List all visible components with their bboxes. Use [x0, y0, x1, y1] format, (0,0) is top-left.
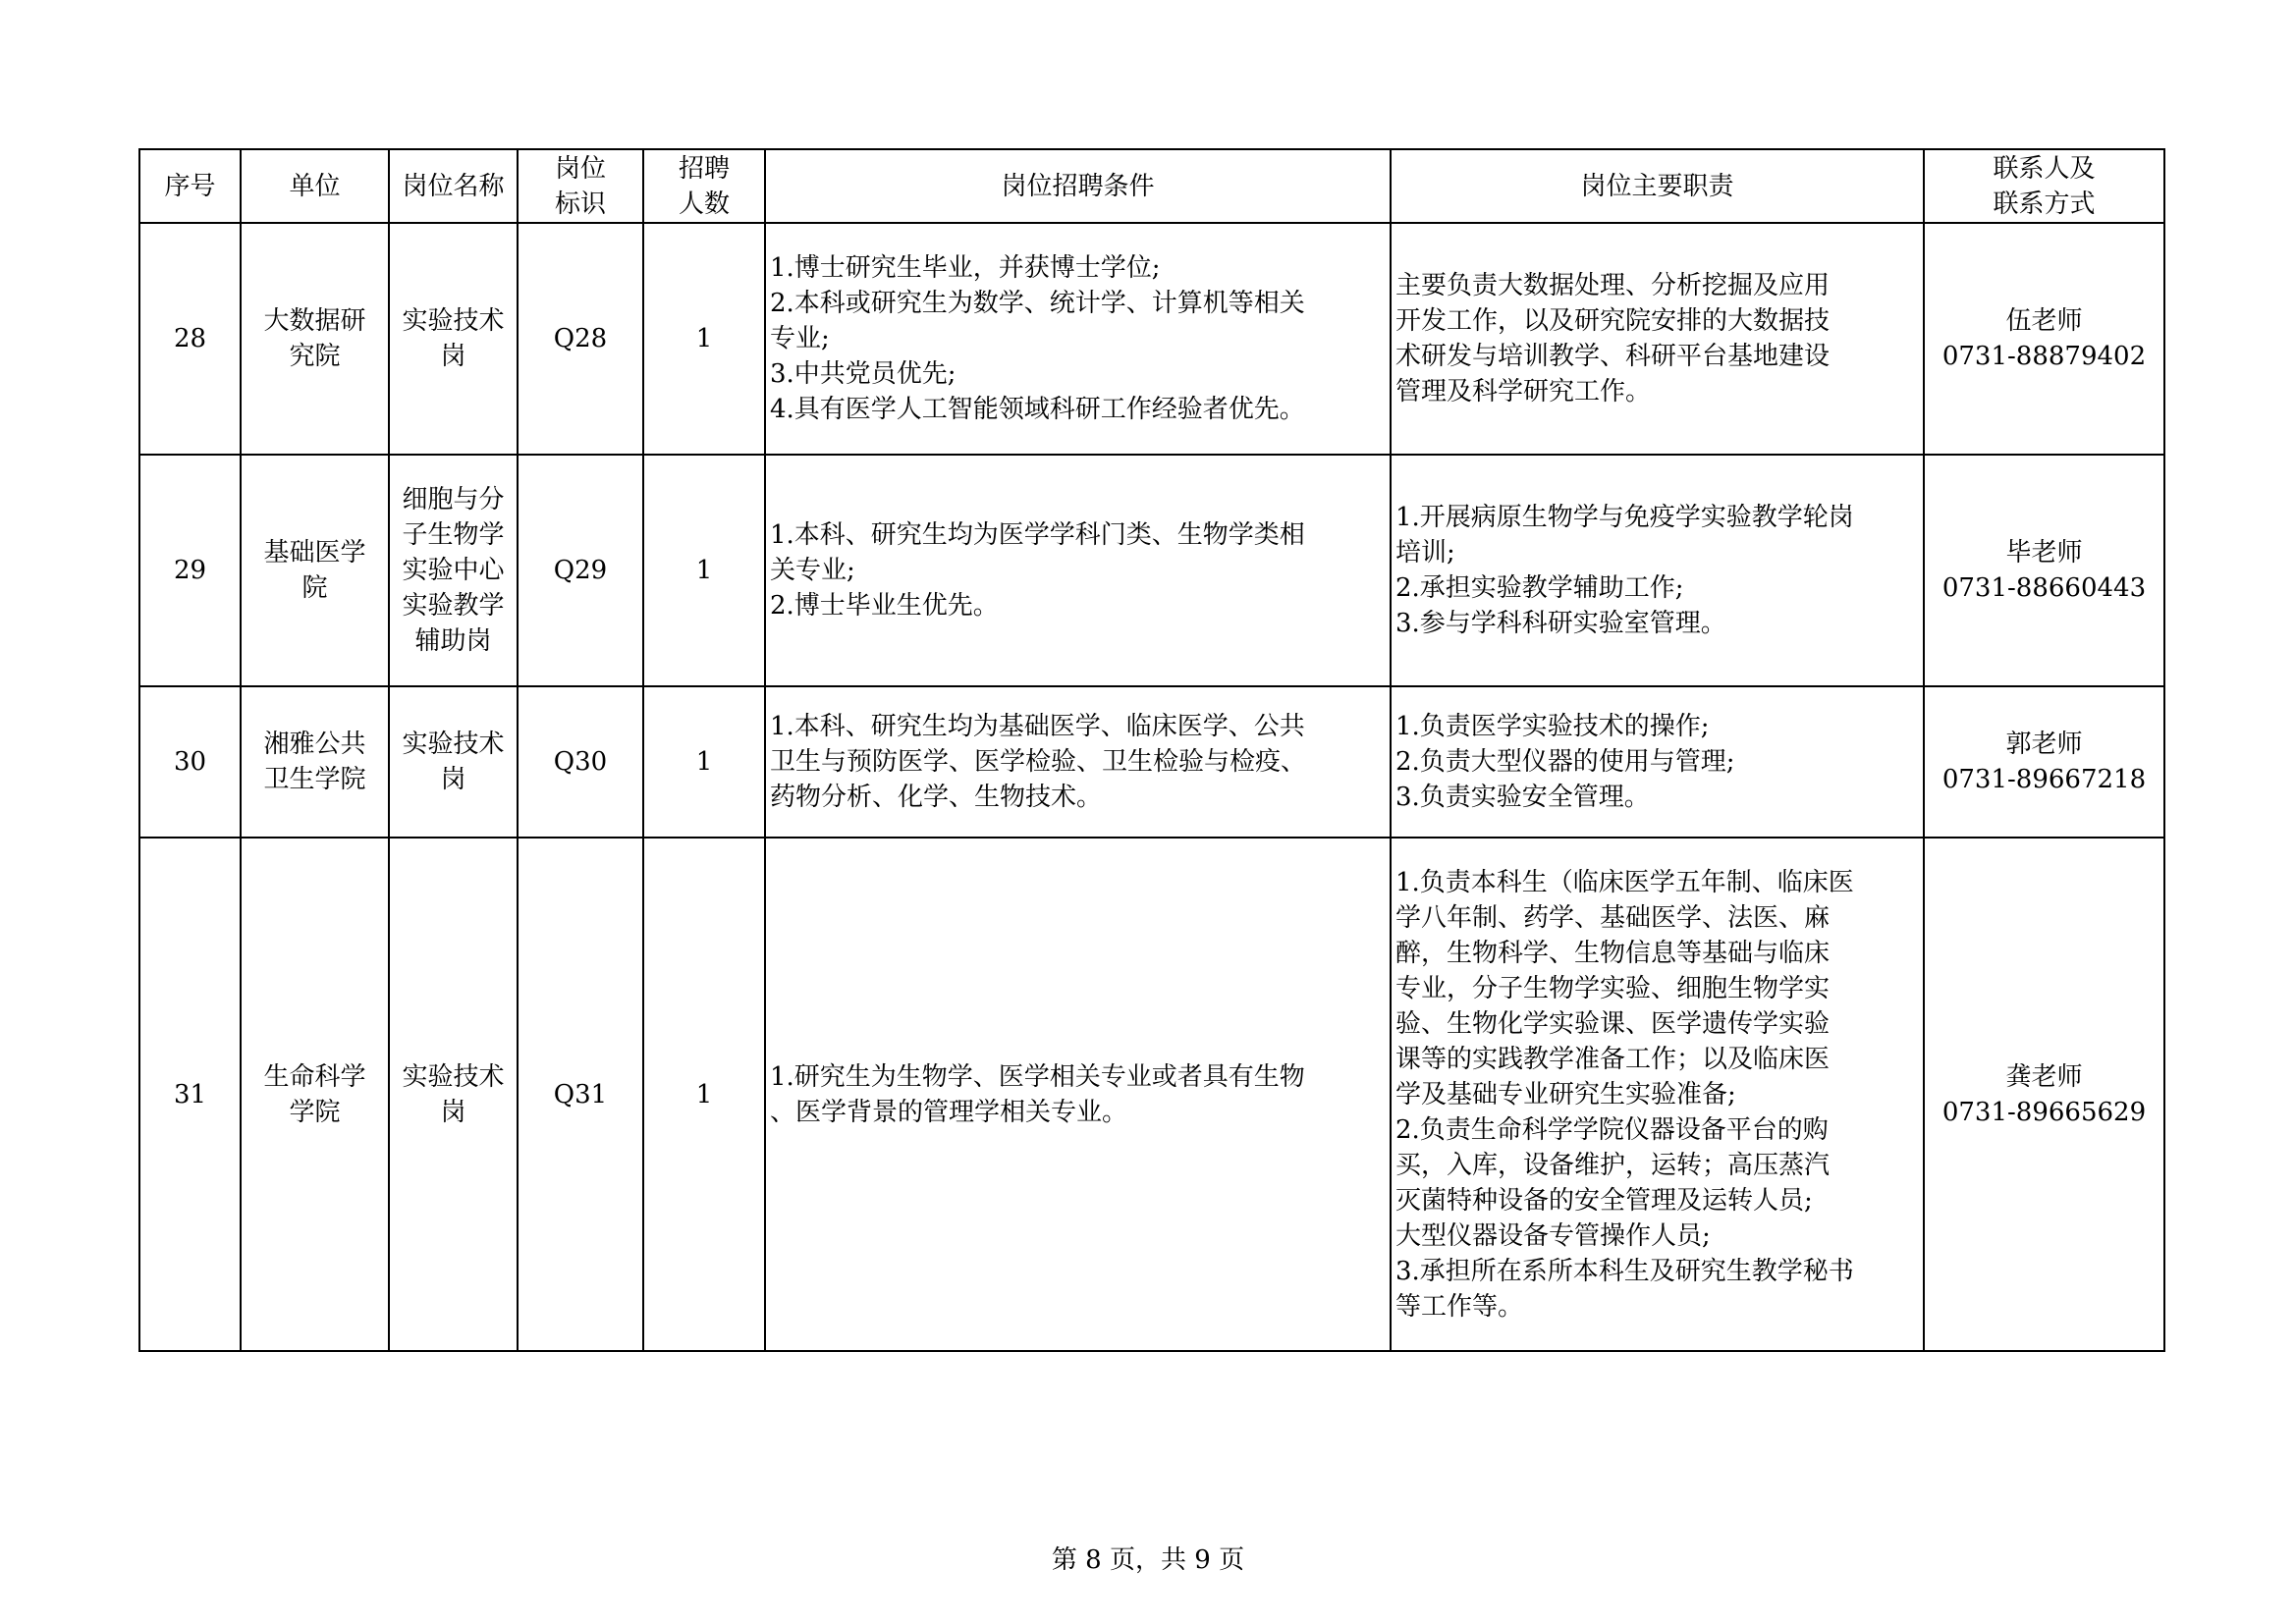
recruitment-table: [138, 148, 2165, 1352]
count-cell: 1: [643, 455, 765, 686]
text-line: 课等的实践教学准备工作；以及临床医: [1395, 1044, 1831, 1074]
table-row: [139, 223, 2164, 455]
text-line: 学八年制、药学、基础医学、法医、麻: [1395, 902, 1831, 933]
duties-cell: [1391, 455, 1924, 686]
text-line: 3.中共党员优先;: [770, 359, 957, 389]
text-line: 专业，分子生物学实验、细胞生物学实: [1395, 973, 1831, 1003]
text-line: 人数: [678, 189, 730, 219]
text-line: 岗位: [554, 153, 606, 184]
text-line: 等工作等。: [1395, 1291, 1524, 1322]
text-line: 主要负责大数据处理、分析挖掘及应用: [1395, 271, 1831, 300]
text-line: 细胞与分: [402, 485, 505, 514]
table-row: [139, 838, 2164, 1351]
text-line: 关专业;: [770, 556, 855, 585]
contact-name: 龚老师: [2005, 1061, 2083, 1092]
text-line: 醉，生物科学、生物信息等基础与临床: [1395, 938, 1831, 968]
header-seq: 序号: [139, 149, 241, 223]
text-line: 灭菌特种设备的安全管理及运转人员;: [1395, 1185, 1813, 1216]
position-cell: [389, 223, 518, 455]
contact-phone: 0731-88660443: [1941, 573, 2147, 603]
text-line: 岗: [440, 765, 466, 794]
header-code: [518, 149, 643, 223]
text-line: 大型仪器设备专管操作人员;: [1395, 1220, 1711, 1251]
text-line: 2.承担实验教学辅助工作;: [1395, 573, 1684, 603]
contact-cell: [1924, 455, 2164, 686]
text-line: 培训;: [1395, 538, 1455, 568]
text-line: 2.博士毕业生优先。: [770, 591, 999, 621]
code-cell: Q29: [518, 455, 643, 686]
requirements-cell: [765, 686, 1391, 838]
text-line: 1.研究生为生物学、医学相关专业或者具有生物: [770, 1061, 1305, 1092]
text-line: 1.负责本科生（临床医学五年制、临床医: [1395, 867, 1854, 897]
text-line: 2.负责大型仪器的使用与管理;: [1395, 747, 1735, 777]
seq-cell: 30: [139, 686, 241, 838]
contact-cell: [1924, 838, 2164, 1351]
header-row: [139, 149, 2164, 223]
unit-cell: [241, 223, 389, 455]
text-line: 院: [301, 573, 328, 603]
text-line: 2.本科或研究生为数学、统计学、计算机等相关: [770, 289, 1305, 318]
text-line: 药物分析、化学、生物技术。: [770, 783, 1103, 812]
text-line: 基础医学: [263, 538, 366, 568]
code-cell: Q28: [518, 223, 643, 455]
header-count: [643, 149, 765, 223]
text-line: 3.参与学科科研实验室管理。: [1395, 609, 1726, 638]
text-line: 联系方式: [1993, 189, 2096, 219]
code-cell: Q30: [518, 686, 643, 838]
unit-cell: [241, 838, 389, 1351]
header-position: [389, 149, 518, 223]
requirements-cell: [765, 223, 1391, 455]
text-line: 岗: [440, 342, 466, 371]
text-line: 2.负责生命科学学院仪器设备平台的购: [1395, 1114, 1829, 1145]
count-cell: 1: [643, 223, 765, 455]
text-line: 生命科学: [263, 1061, 366, 1092]
seq-cell: 31: [139, 838, 241, 1351]
text-line: 1.博士研究生毕业，并获博士学位;: [770, 253, 1161, 283]
text-line: 岗位名称: [402, 171, 505, 201]
duties-cell: [1391, 686, 1924, 838]
text-line: 实验中心: [402, 556, 505, 585]
text-line: 学及基础专业研究生实验准备;: [1395, 1079, 1736, 1109]
position-cell: [389, 686, 518, 838]
unit-cell: [241, 455, 389, 686]
text-line: 专业;: [770, 324, 830, 353]
contact-cell: [1924, 686, 2164, 838]
text-line: 实验技术: [402, 306, 505, 336]
text-line: 标识: [554, 189, 606, 219]
page-footer: 第 8 页，共 9 页: [1051, 1545, 1245, 1575]
text-line: 实验技术: [402, 1061, 505, 1092]
duties-cell: [1391, 223, 1924, 455]
text-line: 大数据研: [263, 306, 366, 336]
text-line: 1.负责医学实验技术的操作;: [1395, 712, 1710, 741]
count-cell: 1: [643, 686, 765, 838]
header-requirements: 岗位招聘条件: [765, 149, 1391, 223]
text-line: 管理及科学研究工作。: [1395, 377, 1652, 406]
text-line: 买，入库，设备维护，运转；高压蒸汽: [1395, 1150, 1831, 1180]
text-line: 开发工作，以及研究院安排的大数据技: [1395, 306, 1831, 336]
text-line: 究院: [289, 342, 341, 371]
text-line: 验、生物化学实验课、医学遗传学实验: [1395, 1008, 1831, 1039]
contact-name: 郭老师: [2005, 730, 2083, 759]
requirements-cell: [765, 455, 1391, 686]
header-unit: 单位: [241, 149, 389, 223]
position-cell: [389, 455, 518, 686]
text-line: 3.承担所在系所本科生及研究生教学秘书: [1395, 1256, 1854, 1286]
text-line: 4.具有医学人工智能领域科研工作经验者优先。: [770, 395, 1305, 424]
header-duties: 岗位主要职责: [1391, 149, 1924, 223]
text-line: 3.负责实验安全管理。: [1395, 783, 1650, 812]
text-line: 湘雅公共: [263, 730, 366, 759]
header-contact: [1924, 149, 2164, 223]
table-row: [139, 455, 2164, 686]
text-line: 1.本科、研究生均为基础医学、临床医学、公共: [770, 712, 1305, 741]
table-row: [139, 686, 2164, 838]
text-line: 1.开展病原生物学与免疫学实验教学轮岗: [1395, 503, 1854, 532]
text-line: 实验教学: [402, 591, 505, 621]
contact-phone: 0731-89665629: [1941, 1097, 2147, 1127]
seq-cell: 28: [139, 223, 241, 455]
text-line: 实验技术: [402, 730, 505, 759]
text-line: 联系人及: [1993, 153, 2096, 184]
text-line: 、医学背景的管理学相关专业。: [770, 1097, 1128, 1127]
requirements-cell: [765, 838, 1391, 1351]
text-line: 子生物学: [402, 520, 505, 550]
duties-cell: [1391, 838, 1924, 1351]
text-line: 岗: [440, 1097, 466, 1127]
contact-phone: 0731-88879402: [1941, 342, 2147, 371]
text-line: 学院: [289, 1097, 341, 1127]
text-line: 招聘: [678, 153, 730, 184]
contact-name: 伍老师: [2005, 306, 2083, 336]
text-line: 1.本科、研究生均为医学学科门类、生物学类相: [770, 520, 1305, 550]
count-cell: 1: [643, 838, 765, 1351]
contact-phone: 0731-89667218: [1941, 765, 2147, 794]
text-line: 卫生与预防医学、医学检验、卫生检验与检疫、: [770, 747, 1307, 777]
contact-name: 毕老师: [2005, 538, 2083, 568]
position-cell: [389, 838, 518, 1351]
seq-cell: 29: [139, 455, 241, 686]
text-line: 术研发与培训教学、科研平台基地建设: [1395, 342, 1831, 371]
contact-cell: [1924, 223, 2164, 455]
text-line: 卫生学院: [263, 765, 366, 794]
unit-cell: [241, 686, 389, 838]
code-cell: Q31: [518, 838, 643, 1351]
text-line: 辅助岗: [414, 626, 492, 656]
